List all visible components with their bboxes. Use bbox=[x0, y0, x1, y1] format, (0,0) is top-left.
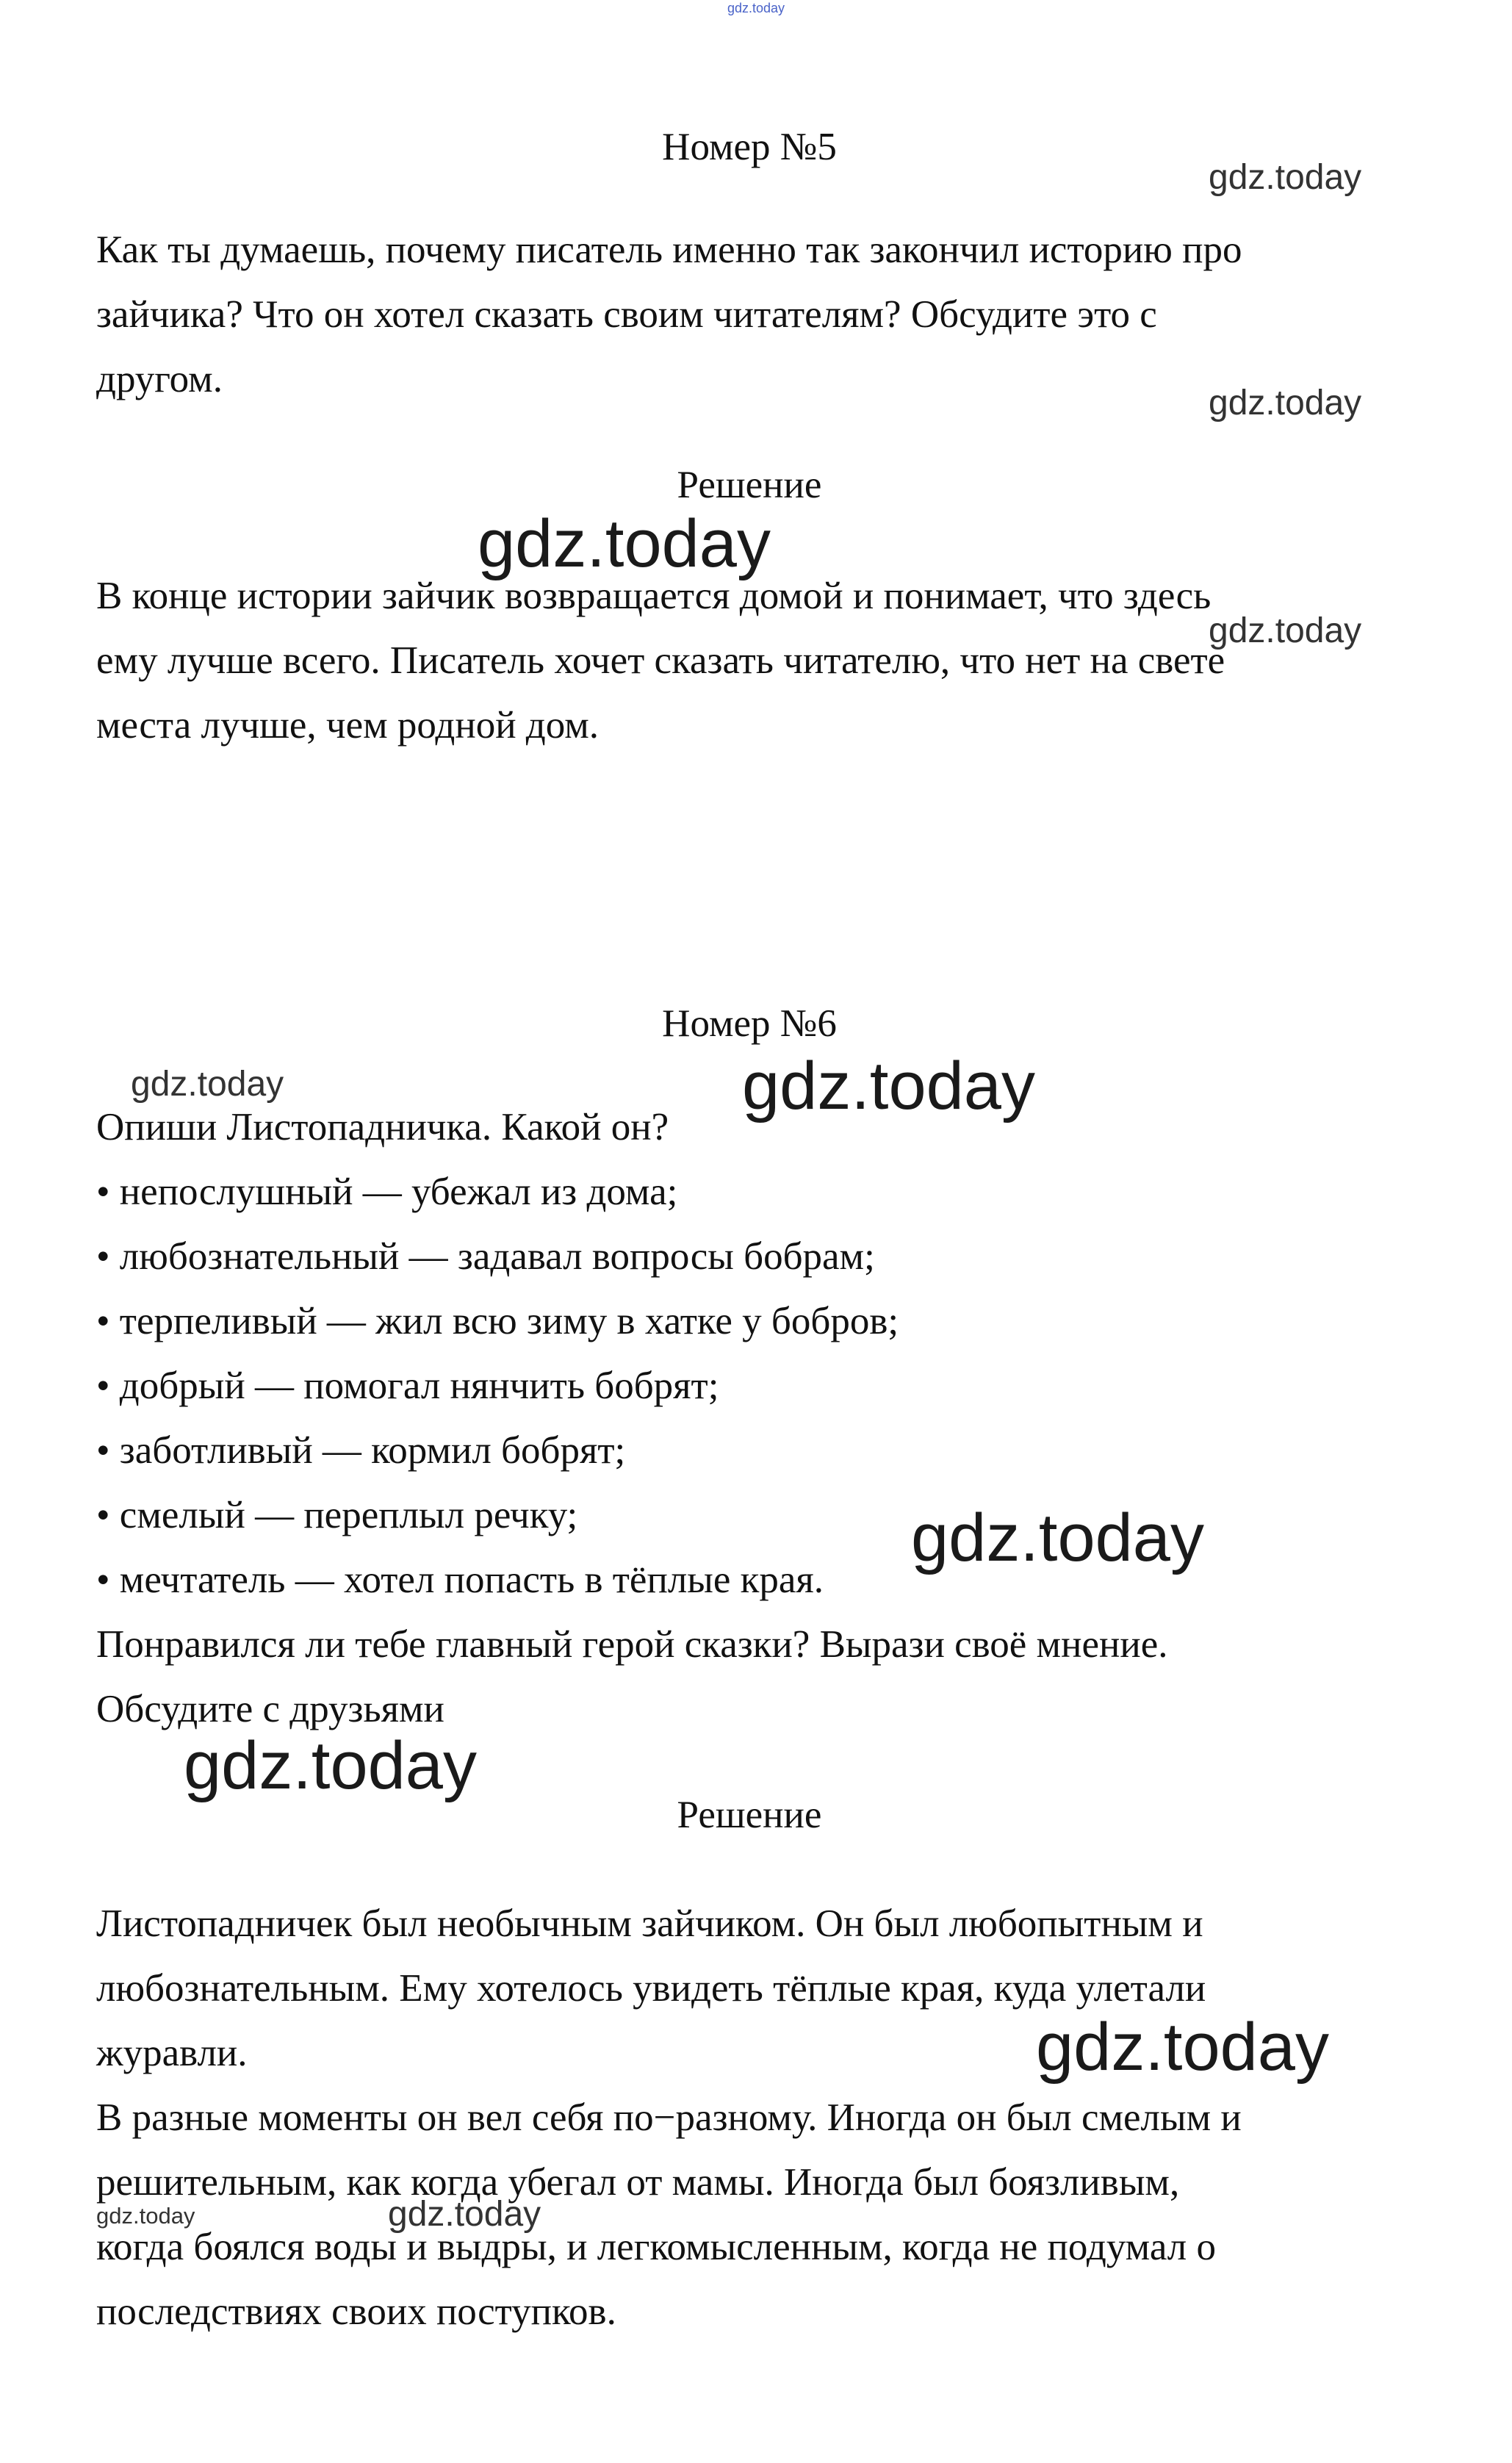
answer-line: последствиях своих поступков. bbox=[96, 2290, 616, 2333]
watermark: gdz.today bbox=[478, 506, 771, 581]
watermark: gdz.today bbox=[1036, 2010, 1329, 2085]
watermark: gdz.today bbox=[1209, 384, 1362, 423]
section-5-solution-heading: Решение bbox=[677, 464, 822, 506]
answer-line: любознательным. Ему хотелось увидеть тёплые края, куда улетали bbox=[96, 1967, 1206, 2010]
watermark: gdz.today bbox=[96, 2203, 195, 2229]
section-6-solution-heading: Решение bbox=[677, 1794, 822, 1836]
section-5-heading: Номер №5 bbox=[662, 126, 837, 168]
question-line: другом. bbox=[96, 358, 223, 400]
watermark: gdz.today bbox=[388, 2195, 541, 2234]
watermark: gdz.today bbox=[742, 1049, 1035, 1123]
question-line: зайчика? Что он хотел сказать своим читателям? Обсудите это с bbox=[96, 293, 1157, 336]
question-line: Как ты думаешь, почему писатель именно так закончил историю про bbox=[96, 229, 1242, 271]
watermark: gdz.today bbox=[1209, 158, 1362, 197]
list-item: • непослушный — убежал из дома; bbox=[96, 1171, 678, 1213]
answer-line: В разные моменты он вел себя по−разному. Иногда он был смелым и bbox=[96, 2096, 1242, 2139]
answer-line: когда боялся воды и выдры, и легкомысленным, когда не подумал о bbox=[96, 2226, 1217, 2268]
watermark: gdz.today bbox=[911, 1500, 1204, 1575]
answer-line: места лучше, чем родной дом. bbox=[96, 704, 600, 747]
watermark: gdz.today bbox=[184, 1728, 477, 1803]
answer-line: решительным, как когда убегал от мамы. Иногда был боязливым, bbox=[96, 2161, 1180, 2204]
section-5-answer bbox=[96, 564, 1419, 758]
list-item: • смелый — переплыл речку; bbox=[96, 1494, 578, 1536]
section-5-question bbox=[96, 217, 1419, 411]
answer-line: В конце истории зайчик возвращается домой и понимает, что здесь bbox=[96, 575, 1212, 617]
question-line: Опиши Листопадничка. Какой он? bbox=[96, 1106, 669, 1148]
section-6-answer bbox=[96, 1891, 1419, 2344]
section-6-question bbox=[96, 1095, 1419, 1741]
watermark: gdz.today bbox=[1209, 611, 1362, 650]
answer-line: ему лучше всего. Писатель хочет сказать читателю, что нет на свете bbox=[96, 639, 1225, 682]
watermark: gdz.today bbox=[131, 1065, 284, 1104]
question-line: Обсудите с друзьями bbox=[96, 1688, 444, 1730]
watermark: gdz.today bbox=[727, 1, 785, 15]
list-item: • заботливый — кормил бобрят; bbox=[96, 1429, 626, 1472]
answer-line: Листопадничек был необычным зайчиком. Он был любопытным и bbox=[96, 1902, 1203, 1945]
list-item: • терпеливый — жил всю зиму в хатке у бобров; bbox=[96, 1300, 899, 1342]
answer-line: журавли. bbox=[96, 2032, 248, 2074]
list-item: • мечтатель — хотел попасть в тёплые края. bbox=[96, 1558, 824, 1601]
list-item: • любознательный — задавал вопросы бобрам; bbox=[96, 1235, 875, 1278]
list-item: • добрый — помогал нянчить бобрят; bbox=[96, 1364, 719, 1407]
question-line: Понравился ли тебе главный герой сказки? Вырази своё мнение. bbox=[96, 1623, 1168, 1666]
section-6-heading: Номер №6 bbox=[662, 1002, 837, 1045]
